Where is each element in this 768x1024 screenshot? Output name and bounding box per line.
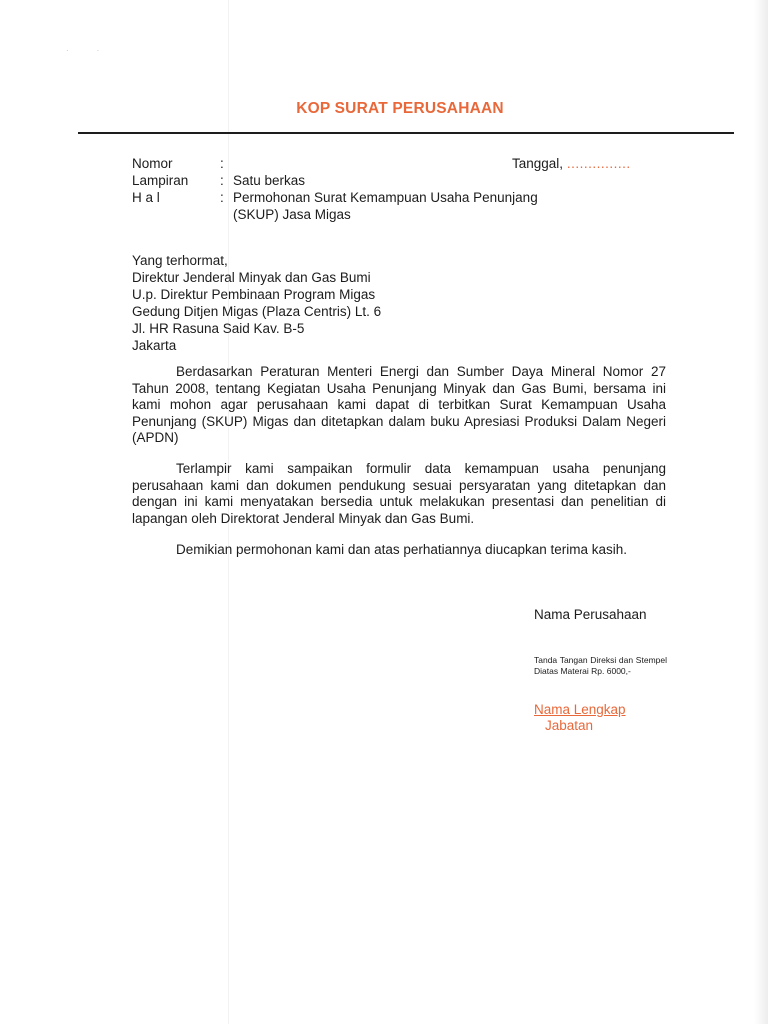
recipient-greeting: Yang terhormat, <box>132 253 228 268</box>
recipient-line: Direktur Jenderal Minyak dan Gas Bumi <box>132 270 371 285</box>
date-placeholder: ............... <box>566 156 631 171</box>
scan-specks: ·· <box>66 46 128 55</box>
recipient-city: Jakarta <box>132 338 177 353</box>
hal-colon: : <box>220 190 224 205</box>
hal-value-line2: (SKUP) Jasa Migas <box>233 207 351 222</box>
nomor-colon: : <box>220 156 224 171</box>
scan-edge-shadow <box>754 0 768 1024</box>
recipient-line: U.p. Direktur Pembinaan Program Migas <box>132 287 376 302</box>
signer-position: Jabatan <box>545 718 594 733</box>
date-label: Tanggal, <box>512 156 564 171</box>
paragraph-text: Berdasarkan Peraturan Menteri Energi dan Sumber Daya Mineral Nomor 27 Tahun 2008, tentang Kegiatan Usaha Penunjang Minyak dan Gas Bumi, bersama ini kami mohon agar perusahaan kami dapat di terbitkan Surat Kemampuan Usaha Penunjang (SKUP) Migas dan ditetapkan dalam buku Apresiasi Produksi Dalam Negeri (APDN) <box>132 364 666 445</box>
date-field <box>512 155 631 172</box>
paragraph-text: Demikian permohonan kami dan atas perhatiannya diucapkan terima kasih. <box>176 542 628 557</box>
hal-label: H a l <box>132 190 160 205</box>
paragraph-text: Terlampir kami sampaikan formulir data kemampuan usaha penunjang perusahaan kami dan dokumen pendukung sesuai persyaratan yang ditetapkan dan dengan ini kami menyatakan bersedia untuk melakukan presentasi dan penelitian di lapangan oleh Direktorat Jenderal Minyak dan Gas Bumi. <box>132 461 666 526</box>
recipient-address <box>132 252 381 354</box>
lampiran-value: Satu berkas <box>233 173 306 188</box>
company-name: Nama Perusahaan <box>534 607 647 622</box>
lampiran-label: Lampiran <box>132 173 189 188</box>
recipient-line: Gedung Ditjen Migas (Plaza Centris) Lt. 6 <box>132 304 382 319</box>
signer-full-name: Nama Lengkap <box>534 702 626 717</box>
recipient-line: Jl. HR Rasuna Said Kav. B-5 <box>132 321 305 336</box>
hal-value-line1: Permohonan Surat Kemampuan Usaha Penunjang <box>233 190 538 205</box>
nomor-label: Nomor <box>132 156 173 171</box>
body-paragraph-1 <box>132 364 666 447</box>
body-paragraph-2 <box>132 461 666 527</box>
letterhead-title: KOP SURAT PERUSAHAAN <box>296 100 504 117</box>
letterhead-rule <box>78 132 734 134</box>
body-paragraph-3 <box>132 542 666 559</box>
lampiran-colon: : <box>220 173 224 188</box>
signature-note: Tanda Tangan Direksi dan Stempel Diatas Materai Rp. 6000,- <box>534 655 667 676</box>
